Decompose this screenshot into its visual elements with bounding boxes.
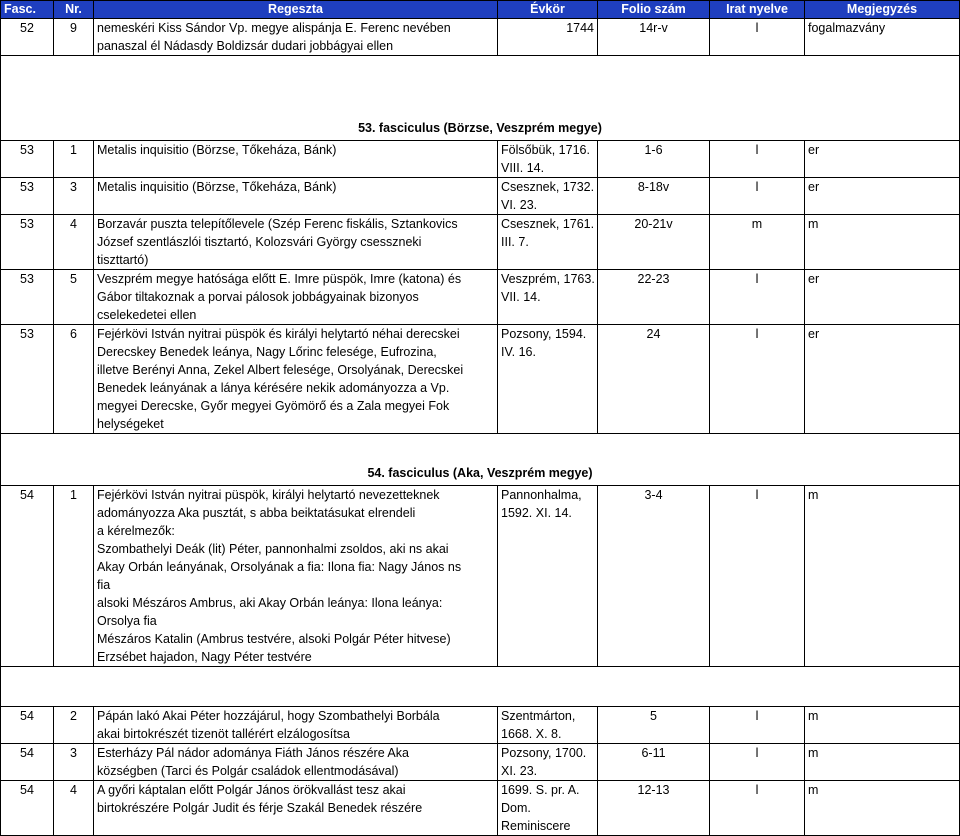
cell-nyelv: l (710, 19, 805, 56)
cell-fasc: 54 (1, 744, 54, 781)
cell-fasc: 53 (1, 141, 54, 178)
cell-regeszta (94, 325, 498, 434)
col-evkor: Évkör (498, 1, 598, 19)
cell-regeszta-line: Mészáros Katalin (Ambrus testvére, alsoki Polgár Péter hitvese) (97, 632, 451, 646)
cell-regeszta-line: cselekedetei ellen (97, 308, 197, 322)
cell-regeszta-line: Derecskey Benedek leánya, Nagy Lőrinc felesége, Eufrozina, (97, 345, 437, 359)
cell-megjegyzes: m (805, 215, 960, 270)
cell-regeszta-line: megyei Derecske, Győr megyei Gyömörő és a Zala megyei Fok (97, 399, 450, 413)
cell-evkor-line: 1744 (566, 21, 594, 35)
cell-folio: 6-11 (598, 744, 710, 781)
cell-evkor-line: III. 7. (501, 235, 529, 249)
col-megjegyzes: Megjegyzés (805, 1, 960, 19)
cell-regeszta-line: Orsolya fia (97, 614, 157, 628)
cell-regeszta-line: Gábor tiltakoznak a porvai pálosok jobbágyainak bizonyos (97, 290, 419, 304)
cell-regeszta (94, 486, 498, 667)
section-53-title: 53. fasciculus (Börzse, Veszprém megye) (1, 56, 960, 141)
cell-megjegyzes: m (805, 781, 960, 836)
cell-regeszta-line: alsoki Mészáros Ambrus, aki Akay Orbán leánya: Ilona leánya: (97, 596, 443, 610)
col-fasc: Fasc. (1, 1, 54, 19)
cell-evkor (498, 707, 598, 744)
cell-evkor-line: Pozsony, 1700. (501, 746, 587, 760)
cell-regeszta-line: panaszal él Nádasdy Boldizsár dudari jobbágyai ellen (97, 39, 394, 53)
cell-evkor-line: Dom. (501, 801, 531, 815)
cell-regeszta-line: tiszttartó) (97, 253, 149, 267)
cell-folio: 8-18v (598, 178, 710, 215)
cell-regeszta (94, 19, 498, 56)
cell-fasc: 54 (1, 486, 54, 667)
cell-evkor-line: Szentmárton, (501, 709, 576, 723)
cell-nr: 3 (54, 744, 94, 781)
cell-nyelv: l (710, 707, 805, 744)
cell-evkor (498, 270, 598, 325)
cell-evkor-line: XI. 23. (501, 764, 538, 778)
cell-regeszta-line: községben (Tarci és Polgár családok ellentmodásával) (97, 764, 399, 778)
cell-regeszta-line: Metalis inquisitio (Börzse, Tőkeháza, Bánk) (97, 180, 337, 194)
cell-folio: 20-21v (598, 215, 710, 270)
cell-fasc: 52 (1, 19, 54, 56)
col-nr: Nr. (54, 1, 94, 19)
cell-evkor (498, 19, 598, 56)
cell-regeszta-line: József szentlászlói tisztartó, Kolozsvári György csesszneki (97, 235, 422, 249)
cell-fasc: 53 (1, 215, 54, 270)
cell-evkor (498, 178, 598, 215)
cell-nr: 4 (54, 781, 94, 836)
cell-nyelv: l (710, 178, 805, 215)
cell-folio: 12-13 (598, 781, 710, 836)
cell-regeszta-line: Esterházy Pál nádor adománya Fiáth János részére Aka (97, 746, 409, 760)
cell-megjegyzes: er (805, 325, 960, 434)
cell-nr: 6 (54, 325, 94, 434)
cell-nr: 9 (54, 19, 94, 56)
section-row (1, 434, 960, 486)
cell-folio: 22-23 (598, 270, 710, 325)
cell-nr: 3 (54, 178, 94, 215)
cell-evkor (498, 325, 598, 434)
cell-regeszta (94, 270, 498, 325)
cell-nyelv: l (710, 486, 805, 667)
cell-megjegyzes: fogalmazvány (805, 19, 960, 56)
rows-53 (1, 141, 960, 434)
cell-evkor-line: Csesznek, 1732. (501, 180, 595, 194)
cell-folio: 24 (598, 325, 710, 434)
cell-evkor-line: Veszprém, 1763. (501, 272, 595, 286)
cell-evkor-line: VI. 23. (501, 198, 538, 212)
cell-regeszta (94, 178, 498, 215)
cell-fasc: 53 (1, 270, 54, 325)
cell-fasc: 54 (1, 707, 54, 744)
cell-nyelv: m (710, 215, 805, 270)
rows-54b (1, 707, 960, 836)
cell-evkor-line: Csesznek, 1761. (501, 217, 595, 231)
cell-regeszta-line: akai birtokrészét tizenöt tallérért elzálogosítsa (97, 727, 350, 741)
col-regeszta: Regeszta (94, 1, 498, 19)
cell-evkor-line: Pannonhalma, (501, 488, 582, 502)
cell-evkor (498, 486, 598, 667)
cell-fasc: 53 (1, 325, 54, 434)
cell-evkor-line: IV. 16. (501, 345, 536, 359)
cell-regeszta-line: Szombathelyi Deák (lit) Péter, pannonhalmi zsoldos, aki ns akai (97, 542, 449, 556)
cell-regeszta-line: Borzavár puszta telepítőlevele (Szép Ferenc fiskális, Sztankovics (97, 217, 458, 231)
cell-regeszta-line: helységeket (97, 417, 164, 431)
cell-regeszta-line: birtokrészére Polgár Judit és férje Szakál Benedek részére (97, 801, 423, 815)
gap-cell (1, 667, 960, 707)
cell-regeszta-line: Akay Orbán leányának, Orsolyának a fia: Ilona fia: Nagy János ns (97, 560, 462, 574)
gap (1, 667, 960, 707)
cell-folio: 14r-v (598, 19, 710, 56)
cell-evkor (498, 215, 598, 270)
section-53 (1, 56, 960, 141)
cell-evkor-line: 1592. XI. 14. (501, 506, 572, 520)
table-row (1, 270, 960, 325)
cell-regeszta-line: Fejérkövi István nyitrai püspök, királyi helytartó nevezetteknek (97, 488, 440, 502)
cell-evkor (498, 744, 598, 781)
cell-regeszta-line: A győri káptalan előtt Polgár János örökvallást tesz akai (97, 783, 406, 797)
section-row (1, 56, 960, 141)
rows-top (1, 19, 960, 56)
cell-evkor-line: 1668. X. 8. (501, 727, 562, 741)
col-nyelv: Irat nyelve (710, 1, 805, 19)
cell-regeszta-line: adományozza Aka pusztát, s abba beiktatásukat elrendeli (97, 506, 416, 520)
cell-regeszta-line: Metalis inquisitio (Börzse, Tőkeháza, Bánk) (97, 143, 337, 157)
cell-evkor-line: Fölsőbük, 1716. (501, 143, 590, 157)
cell-nyelv: l (710, 781, 805, 836)
cell-nyelv: l (710, 141, 805, 178)
cell-evkor (498, 141, 598, 178)
cell-regeszta-line: Fejérkövi István nyitrai püspök és királyi helytartó néhai derecskei (97, 327, 460, 341)
cell-folio: 5 (598, 707, 710, 744)
table-row (1, 707, 960, 744)
cell-evkor-line: VIII. 14. (501, 161, 545, 175)
cell-regeszta (94, 707, 498, 744)
cell-folio: 1-6 (598, 141, 710, 178)
table-row (1, 141, 960, 178)
cell-regeszta-line: a kérelmezők: (97, 524, 175, 538)
cell-regeszta-line: fia (97, 578, 111, 592)
table-row (1, 178, 960, 215)
rows-54a (1, 486, 960, 667)
section-54-title: 54. fasciculus (Aka, Veszprém megye) (1, 434, 960, 486)
cell-regeszta-line: Pápán lakó Akai Péter hozzájárul, hogy Szombathelyi Borbála (97, 709, 440, 723)
cell-megjegyzes: m (805, 744, 960, 781)
cell-nr: 5 (54, 270, 94, 325)
cell-nr: 1 (54, 141, 94, 178)
table-row (1, 19, 960, 56)
table-row (1, 744, 960, 781)
cell-evkor-line: 1699. S. pr. A. (501, 783, 580, 797)
cell-regeszta-line: Erzsébet hajadon, Nagy Péter testvére (97, 650, 312, 664)
cell-fasc: 53 (1, 178, 54, 215)
gap-row (1, 667, 960, 707)
cell-evkor-line: VII. 14. (501, 290, 541, 304)
cell-regeszta-line: illetve Berényi Anna, Zekel Albert felesége, Orsolyának, Derecskei (97, 363, 464, 377)
header-row (1, 1, 960, 19)
cell-regeszta-line: Benedek leányának a lánya kérésére nekik adományozza a Vp. (97, 381, 450, 395)
table-row (1, 215, 960, 270)
cell-nyelv: l (710, 270, 805, 325)
cell-regeszta (94, 141, 498, 178)
cell-fasc: 54 (1, 781, 54, 836)
cell-regeszta (94, 215, 498, 270)
cell-regeszta (94, 744, 498, 781)
cell-nyelv: l (710, 325, 805, 434)
cell-nr: 1 (54, 486, 94, 667)
cell-nyelv: l (710, 744, 805, 781)
cell-megjegyzes: m (805, 707, 960, 744)
cell-megjegyzes: er (805, 141, 960, 178)
table-row (1, 486, 960, 667)
cell-nr: 2 (54, 707, 94, 744)
col-folio: Folio szám (598, 1, 710, 19)
table-row (1, 325, 960, 434)
cell-megjegyzes: m (805, 486, 960, 667)
cell-evkor-line: Reminiscere (501, 819, 571, 833)
cell-megjegyzes: er (805, 178, 960, 215)
cell-regeszta-line: Veszprém megye hatósága előtt E. Imre püspök, Imre (katona) és (97, 272, 462, 286)
section-54 (1, 434, 960, 486)
cell-regeszta-line: nemeskéri Kiss Sándor Vp. megye alispánja E. Ferenc nevében (97, 21, 451, 35)
cell-folio: 3-4 (598, 486, 710, 667)
cell-nr: 4 (54, 215, 94, 270)
cell-megjegyzes: er (805, 270, 960, 325)
cell-evkor-line: Pozsony, 1594. (501, 327, 587, 341)
